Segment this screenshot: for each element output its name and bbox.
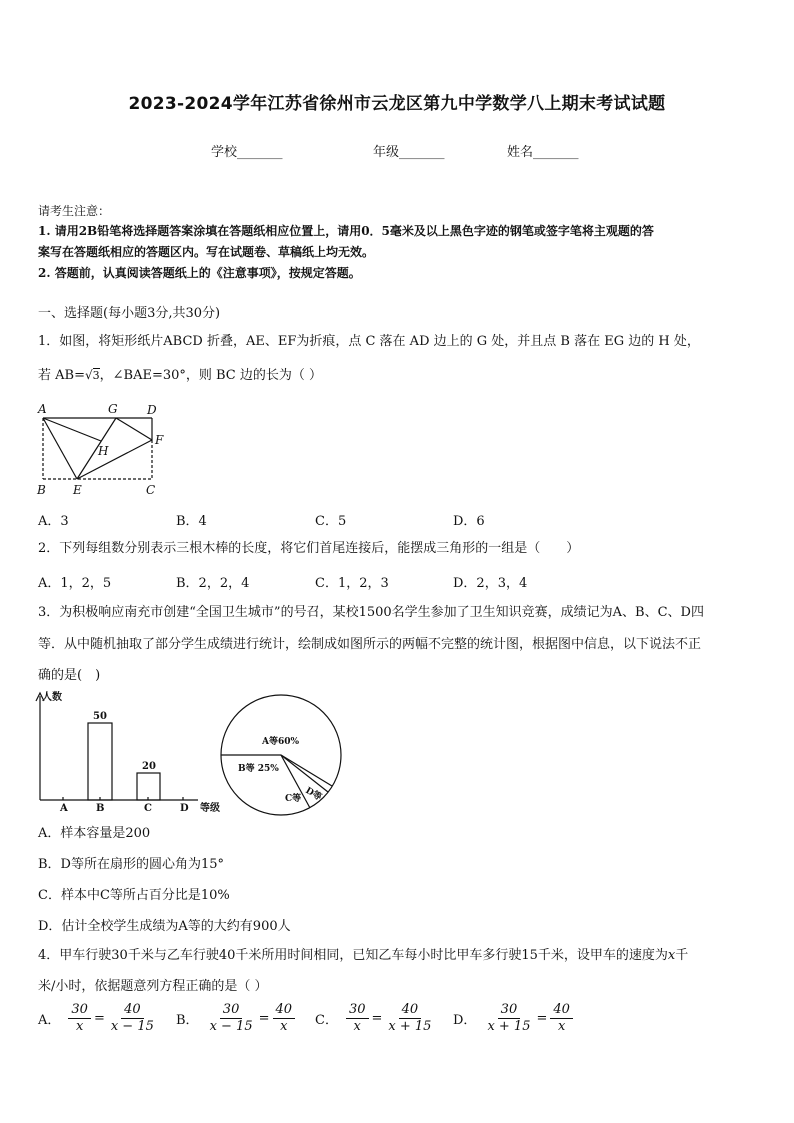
school-field: 学校_______ bbox=[211, 145, 283, 160]
q4-option-d[interactable] bbox=[453, 1002, 573, 1035]
notice-line-2: 案写在答题纸相应的答题区内。写在试题卷、草稿纸上均无效。 bbox=[38, 245, 375, 259]
q3-text-line-2: 等．从中随机抽取了部分学生成绩进行统计，绘制成如图所示的两幅不完整的统计图，根据图中信息，以下说法不正 bbox=[38, 637, 702, 652]
q1-option-a[interactable]: A．3 bbox=[38, 514, 69, 529]
pie-label-b: B等 25% bbox=[238, 764, 279, 774]
q1-root-value: 3 bbox=[92, 369, 100, 382]
q4-var-x: x bbox=[667, 948, 676, 963]
bar-label-c: 20 bbox=[142, 761, 156, 772]
q2-option-d[interactable]: D．2，3，4 bbox=[453, 576, 528, 591]
q4-c-frac-2 bbox=[385, 1002, 434, 1035]
q4-c-d2: x + 15 bbox=[388, 1019, 432, 1034]
pie-label-c: C等 bbox=[285, 794, 302, 804]
q3-text-line-3: 确的是( ) bbox=[38, 668, 101, 683]
q4-a-frac-1 bbox=[68, 1002, 91, 1035]
q3-option-c[interactable]: C．样本中C等所占百分比是10% bbox=[38, 888, 230, 903]
q1-label-d: D bbox=[147, 403, 157, 417]
q4-a-n1: 30 bbox=[68, 1002, 91, 1019]
q1-text-line-1: 1．如图，将矩形纸片ABCD 折叠，AE、EF为折痕，点 C 落在 AD 边上的 G 处，并且点 B 落在 EG 边的 H 处， bbox=[38, 334, 700, 349]
q4-option-b-label: B． bbox=[176, 1013, 199, 1028]
q4-b-d2: x bbox=[280, 1019, 288, 1034]
q4-option-c[interactable] bbox=[315, 1002, 434, 1035]
q4-b-d1: x − 15 bbox=[209, 1019, 253, 1034]
q4-a-eq: = bbox=[93, 1011, 105, 1026]
bar-c bbox=[137, 773, 160, 800]
q3-option-d[interactable]: D．估计全校学生成绩为A等的大约有900人 bbox=[38, 919, 291, 934]
q1-option-b[interactable]: B．4 bbox=[176, 514, 207, 529]
pie-boundary-da bbox=[281, 755, 332, 786]
q1-option-d[interactable]: D．6 bbox=[453, 514, 485, 529]
q1-label-c: C bbox=[146, 483, 156, 497]
q1-fold-ae bbox=[43, 418, 77, 479]
q1-label-h: H bbox=[98, 444, 109, 458]
bar-b bbox=[88, 723, 112, 800]
bar-cat-b: B bbox=[96, 803, 105, 814]
q4-d-frac-2 bbox=[550, 1002, 573, 1035]
q4-b-eq: = bbox=[258, 1011, 270, 1026]
q4-option-c-label: C． bbox=[315, 1013, 338, 1028]
bar-cat-c: C bbox=[144, 803, 152, 814]
q3-bar-chart bbox=[30, 688, 230, 814]
q1-edge-gf bbox=[116, 418, 152, 440]
q4-a-frac-2 bbox=[108, 1002, 157, 1035]
notice-line-3: 2. 答题前，认真阅读答题纸上的《注意事项》，按规定答题。 bbox=[38, 266, 361, 280]
sqrt-symbol-icon: √ bbox=[84, 368, 93, 382]
q4-c-frac-1 bbox=[346, 1002, 369, 1035]
q4-b-frac-2 bbox=[273, 1002, 296, 1035]
q2-text: 2．下列每组数分别表示三根木棒的长度，将它们首尾连接后，能摆成三角形的一组是（ ） bbox=[38, 541, 580, 556]
q4-b-n1: 30 bbox=[220, 1002, 243, 1019]
q4-c-n1: 30 bbox=[346, 1002, 369, 1019]
q4-d-eq: = bbox=[536, 1011, 548, 1026]
q1-label-e: E bbox=[73, 483, 82, 497]
q2-option-c[interactable]: C．1，2，3 bbox=[315, 576, 389, 591]
q4-a-n2: 40 bbox=[121, 1002, 144, 1019]
pie-label-d: D等 bbox=[303, 785, 324, 804]
q3-option-a[interactable]: A．样本容量是200 bbox=[38, 826, 151, 841]
q1-text-line-2b: ，∠BAE=30°，则 BC 边的长为（ ） bbox=[99, 368, 323, 383]
q3-pie-chart bbox=[218, 692, 348, 822]
name-field: 姓名_______ bbox=[507, 145, 579, 160]
q3-option-b[interactable]: B．D等所在扇形的圆心角为15° bbox=[38, 857, 225, 872]
bar-cat-d: D bbox=[180, 803, 189, 814]
q1-label-g: G bbox=[108, 402, 118, 416]
page-title: 2023-2024学年江苏省徐州市云龙区第九中学数学八上期末考试试题 bbox=[128, 94, 666, 114]
notice-heading: 请考生注意： bbox=[38, 204, 111, 218]
q4-c-n2: 40 bbox=[399, 1002, 422, 1019]
grade-field: 年级_______ bbox=[373, 145, 445, 160]
pie-label-a: A等60% bbox=[262, 737, 300, 747]
q1-figure bbox=[34, 400, 174, 500]
q1-text-line-2 bbox=[38, 366, 322, 385]
q4-b-frac-1 bbox=[207, 1002, 256, 1035]
q1-edge-ah bbox=[43, 418, 101, 441]
q4-d-d1: x + 15 bbox=[487, 1019, 531, 1034]
q4-option-b[interactable] bbox=[176, 1002, 295, 1035]
q4-d-d2: x bbox=[557, 1019, 566, 1034]
bar-label-b: 50 bbox=[93, 711, 107, 722]
q2-option-a[interactable]: A．1，2，5 bbox=[38, 576, 112, 591]
q4-d-n2: 40 bbox=[550, 1002, 573, 1019]
q4-b-n2: 40 bbox=[273, 1002, 296, 1019]
q4-d-n1: 30 bbox=[498, 1002, 521, 1019]
q4-text-1a: 4．甲车行驶30千米与乙车行驶40千米所用时间相同，已知乙车每小时比甲车多行驶15千米，设甲车的速度为 bbox=[38, 948, 668, 963]
q4-text-line-1 bbox=[38, 947, 688, 965]
q1-label-b: B bbox=[37, 483, 46, 497]
q1-fold-ef bbox=[77, 440, 152, 479]
q1-option-c[interactable]: C．5 bbox=[315, 514, 347, 529]
q1-edge-eg bbox=[77, 418, 116, 479]
q1-ab-label: 若 AB= bbox=[38, 368, 85, 383]
q1-label-f: F bbox=[155, 433, 164, 447]
bar-xlabel: 等级 bbox=[200, 803, 220, 814]
q4-option-d-label: D． bbox=[453, 1013, 477, 1028]
bar-ylabel: 人数 bbox=[42, 692, 62, 703]
pie-boundary-cd bbox=[281, 755, 328, 792]
q4-option-a-label: A． bbox=[38, 1013, 61, 1028]
q4-d-frac-1 bbox=[484, 1002, 533, 1035]
q4-c-d1: x bbox=[353, 1019, 361, 1034]
bar-cat-a: A bbox=[60, 803, 68, 814]
q4-option-a[interactable] bbox=[38, 1002, 157, 1035]
notice-line-1: 1. 请用2B铅笔将选择题答案涂填在答题纸相应位置上，请用0．5毫米及以上黑色字迹的钢笔或签字笔将主观题的答 bbox=[38, 224, 654, 238]
q4-text-1b: 千 bbox=[675, 948, 689, 963]
q3-text-line-1: 3．为积极响应南充市创建“全国卫生城市”的号召，某校1500名学生参加了卫生知识竞赛，成绩记为A、B、C、D四 bbox=[38, 605, 704, 620]
q4-a-d2: x − 15 bbox=[110, 1019, 154, 1034]
q2-option-b[interactable]: B．2，2，4 bbox=[176, 576, 250, 591]
section-heading: 一、选择题(每小题3分,共30分) bbox=[38, 306, 221, 321]
q4-c-eq: = bbox=[371, 1011, 383, 1026]
q4-a-d1: x bbox=[75, 1019, 84, 1034]
q4-text-line-2: 米/小时，依据题意列方程正确的是（ ） bbox=[38, 979, 268, 994]
q1-label-a: A bbox=[38, 402, 47, 416]
